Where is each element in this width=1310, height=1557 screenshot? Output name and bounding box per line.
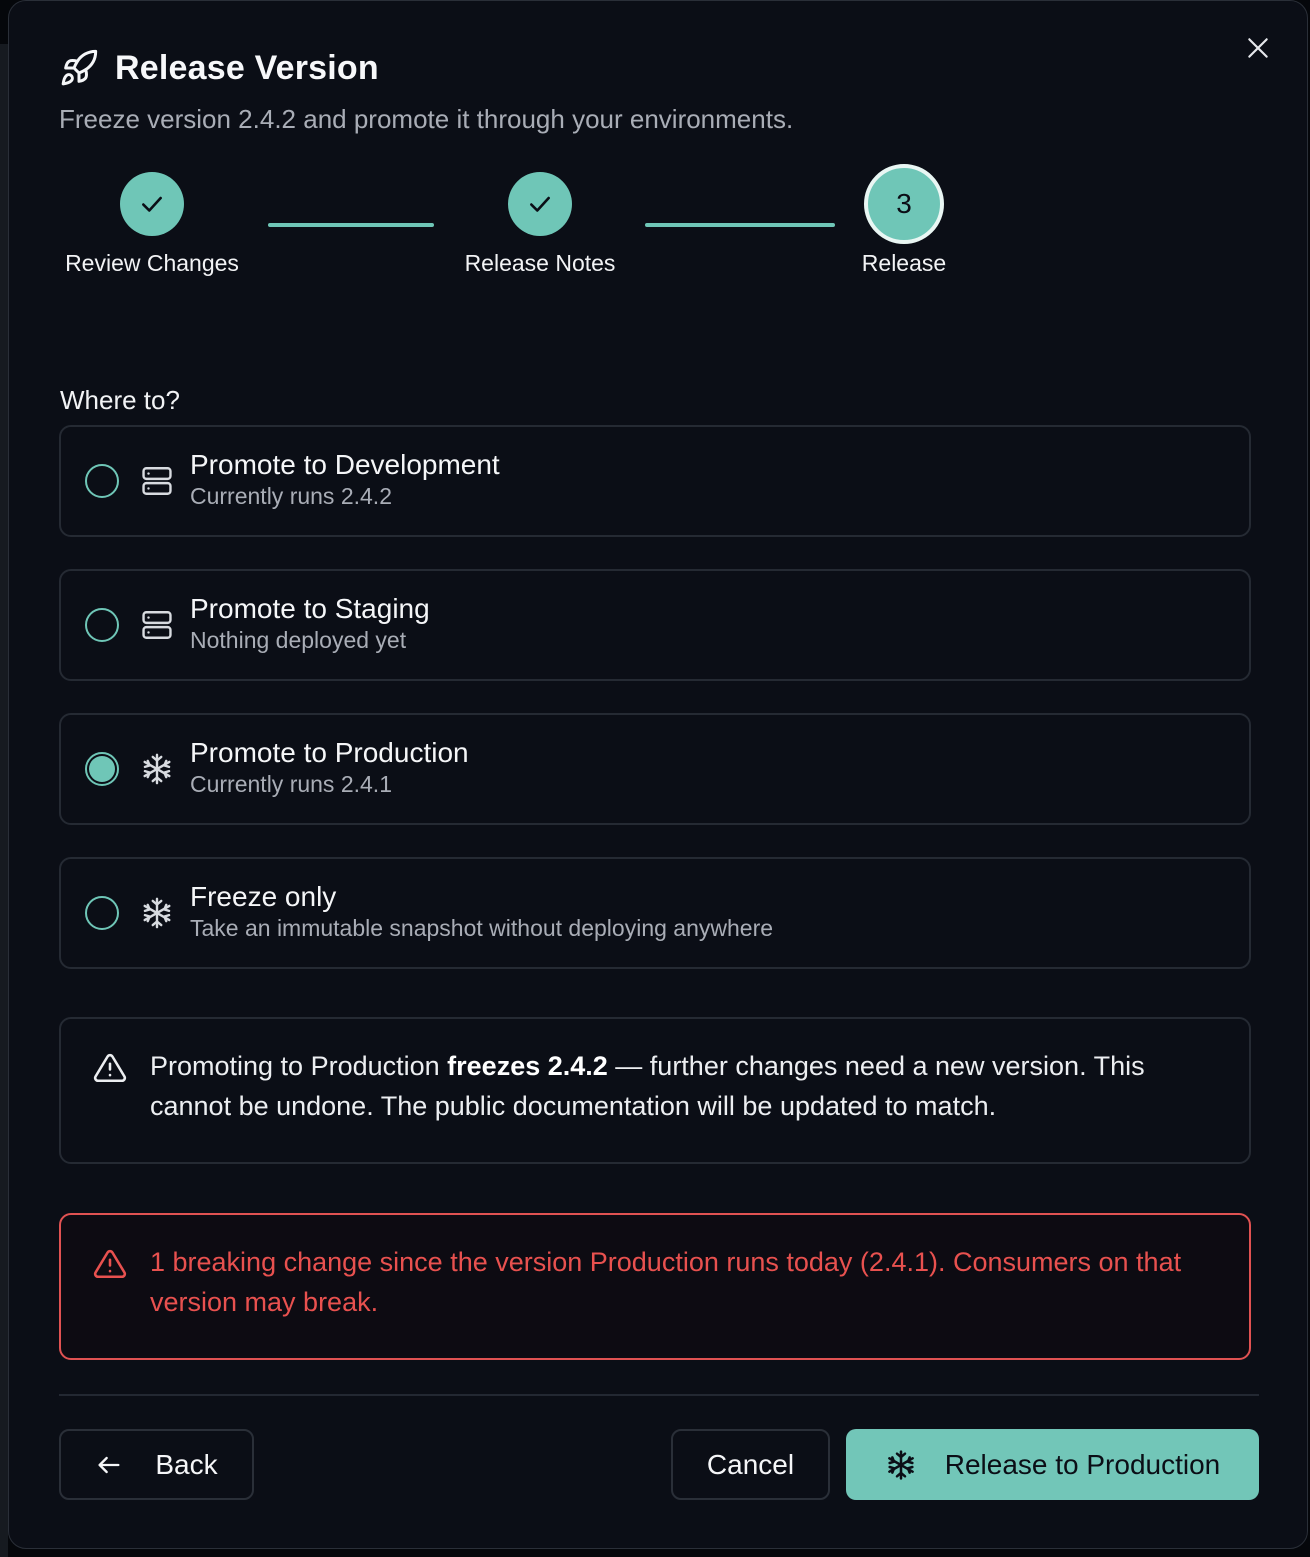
step-review-changes xyxy=(59,172,245,277)
step-complete-indicator xyxy=(508,172,572,236)
alert-text: 1 breaking change since the version Production runs today (2.4.1). Consumers on that version may break. xyxy=(150,1247,1182,1317)
step-label: Review Changes xyxy=(65,250,239,276)
server-icon xyxy=(139,463,175,499)
option-production[interactable] xyxy=(59,713,1251,825)
step-label: Release xyxy=(861,250,947,276)
step-connector-2 xyxy=(645,223,835,227)
option-staging[interactable] xyxy=(59,569,1251,681)
snowflake-icon xyxy=(885,1449,917,1481)
option-freeze-only[interactable] xyxy=(59,857,1251,969)
step-current-indicator xyxy=(864,164,944,244)
release-version-dialog xyxy=(8,0,1308,1549)
dialog-subtitle: Freeze version 2.4.2 and promote it through your environments. xyxy=(59,104,794,134)
notice-prefix: Promoting to Production xyxy=(150,1051,448,1081)
radio-freeze-only[interactable] xyxy=(85,896,119,930)
snowflake-icon xyxy=(139,895,175,931)
radio-production[interactable] xyxy=(85,752,119,786)
server-icon xyxy=(139,607,175,643)
checkmark-icon xyxy=(527,191,553,217)
dialog-header xyxy=(59,47,379,89)
destination-label: Where to? xyxy=(60,385,180,415)
option-subtitle: Nothing deployed yet xyxy=(190,627,407,653)
release-to-production-button[interactable] xyxy=(846,1429,1259,1500)
radio-staging[interactable] xyxy=(85,608,119,642)
close-button[interactable] xyxy=(1243,33,1273,63)
step-connector-1 xyxy=(268,223,434,227)
step-release xyxy=(858,164,950,277)
warning-icon xyxy=(93,1247,127,1281)
warning-icon xyxy=(93,1051,127,1085)
radio-selected-dot xyxy=(89,756,115,782)
notice-text xyxy=(150,1046,1225,1126)
checkmark-icon xyxy=(139,191,165,217)
rocket-icon xyxy=(59,48,99,88)
notice-emphasis: freezes 2.4.2 xyxy=(447,1051,608,1081)
close-icon xyxy=(1245,35,1271,61)
footer-divider xyxy=(59,1394,1259,1396)
option-subtitle: Take an immutable snapshot without deploying anywhere xyxy=(190,915,774,941)
dialog-title: Release Version xyxy=(115,48,379,87)
arrow-left-icon xyxy=(95,1451,123,1479)
breaking-change-alert xyxy=(59,1213,1251,1360)
radio-development[interactable] xyxy=(85,464,119,498)
freeze-notice xyxy=(59,1017,1251,1164)
option-subtitle: Currently runs 2.4.1 xyxy=(190,771,392,797)
step-complete-indicator xyxy=(120,172,184,236)
back-label: Back xyxy=(155,1448,218,1480)
backdrop xyxy=(0,44,8,1557)
option-development[interactable] xyxy=(59,425,1251,537)
cancel-label: Cancel xyxy=(706,1448,795,1480)
back-button[interactable] xyxy=(59,1429,254,1500)
notice-suffix: — further changes need a new version. This cannot be undone. The public documentation will be updated to match. xyxy=(150,1051,1145,1121)
release-label: Release to Production xyxy=(944,1448,1221,1480)
option-title: Promote to Staging xyxy=(190,593,430,624)
option-subtitle: Currently runs 2.4.2 xyxy=(190,483,392,509)
step-release-notes xyxy=(459,172,621,277)
cancel-button[interactable] xyxy=(671,1429,830,1500)
option-title: Promote to Production xyxy=(190,737,469,768)
snowflake-icon xyxy=(139,751,175,787)
option-title: Freeze only xyxy=(190,881,337,912)
step-number: 3 xyxy=(896,188,912,219)
option-title: Promote to Development xyxy=(190,449,500,480)
step-label: Release Notes xyxy=(464,250,616,276)
